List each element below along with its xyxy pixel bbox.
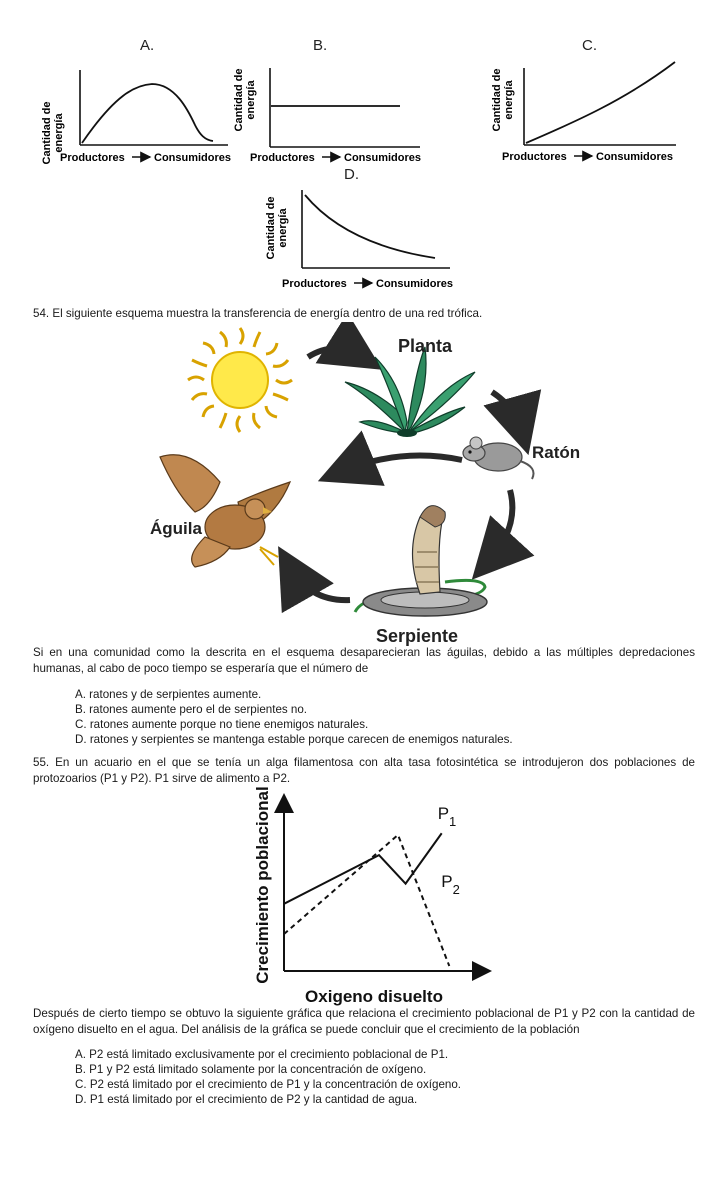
- arrow-snake-to-eagle: [290, 567, 350, 600]
- panel-label-c: C.: [582, 37, 597, 54]
- ylabel-line2: energía: [277, 208, 289, 248]
- panel-label-d: D.: [344, 166, 359, 183]
- series-label-p1: $P_1$: [437, 804, 457, 830]
- q54-option-c[interactable]: C. ratones aumente porque no tiene enemigos naturales.: [75, 718, 369, 731]
- snake-icon: [355, 506, 487, 616]
- q54-option-a[interactable]: A. ratones y de serpientes aumente.: [75, 688, 262, 701]
- label-raton: Ratón: [532, 443, 581, 462]
- mouse-icon: [463, 437, 534, 479]
- q54-stem: 54. El siguiente esquema muestra la transferencia de energía dentro de una red trófica.: [33, 307, 483, 320]
- x-axis-label: Oxigeno disuelto: [305, 987, 443, 1006]
- curve-increasing: [526, 62, 675, 143]
- series-label-p2: $P_2$: [441, 872, 460, 897]
- series-line-p2: [284, 835, 449, 966]
- ylabel-line2: energía: [53, 113, 65, 153]
- panel-label-b: B.: [313, 37, 328, 54]
- xlabel-left: Productores: [60, 152, 125, 164]
- y-axis-label: Crecimiento poblacional: [253, 786, 272, 984]
- q54-option-b[interactable]: B. ratones aumente pero el de serpientes no.: [75, 703, 308, 716]
- arrow-mouse-to-snake: [488, 490, 512, 562]
- ylabel-line2: energía: [503, 80, 515, 120]
- ylabel-line1: Cantidad de: [491, 68, 503, 132]
- panel-label-a: A.: [140, 37, 155, 54]
- q55-stem: 55. En un acuario en el que se tenía un alga filamentosa con alta tasa fotosintética se introdujeron dos poblaciones de protozoarios (P1 y P2). P1 sirve de alimento a P2.: [33, 756, 695, 785]
- xlabel-right: Consumidores: [596, 151, 674, 163]
- q55-question: Después de cierto tiempo se obtuvo la siguiente gráfica que relaciona el crecimiento poblacional de P1 y P2 con la cantidad de oxígeno disuelto en el agua. Del análisis de la gráfica se puede concluir que el crecimiento de la población: [33, 1007, 695, 1036]
- energy-graph-b: [233, 37, 421, 164]
- q54-question: Si en una comunidad como la descrita en el esquema desaparecieran las águilas, debido a las múltiples depredaciones humanas, al cabo de poco tiempo se esperaría que el número de: [33, 646, 695, 675]
- q54-option-d[interactable]: D. ratones y serpientes se mantenga estable porque carecen de enemigos naturales.: [75, 733, 513, 746]
- energy-graph-d: [265, 166, 453, 290]
- energy-graphs-figure: [0, 0, 728, 300]
- xlabel-right: Consumidores: [376, 278, 454, 290]
- label-planta: Planta: [398, 336, 453, 356]
- series-line-p1: [284, 833, 442, 904]
- ylabel-line1: Cantidad de: [41, 101, 53, 165]
- arrow-sun-to-plant: [308, 349, 362, 358]
- q55-option-c[interactable]: C. P2 está limitado por el crecimiento de P1 y la concentración de oxígeno.: [75, 1078, 462, 1091]
- sun-icon: [188, 328, 292, 432]
- ylabel-line1: Cantidad de: [265, 196, 277, 260]
- growth-chart: [240, 785, 500, 1007]
- arrow-plant-to-mouse: [492, 392, 522, 432]
- plant-icon: [345, 347, 475, 437]
- q55-option-d[interactable]: D. P1 está limitado por el crecimiento de P2 y la cantidad de agua.: [75, 1093, 418, 1106]
- label-serpiente: Serpiente: [376, 626, 459, 646]
- xlabel-right: Consumidores: [344, 152, 422, 164]
- eagle-icon: [160, 455, 290, 567]
- xlabel-left: Productores: [282, 278, 347, 290]
- curve-decreasing: [305, 195, 435, 258]
- q55-option-b[interactable]: B. P1 y P2 está limitado solamente por la concentración de oxígeno.: [75, 1063, 427, 1076]
- ylabel-line1: Cantidad de: [233, 68, 245, 132]
- curve-bell: [82, 84, 213, 143]
- food-web-diagram: [140, 322, 600, 647]
- label-aguila: Águila: [150, 519, 202, 538]
- xlabel-left: Productores: [502, 151, 567, 163]
- ylabel-line2: energía: [245, 80, 257, 120]
- energy-graph-a: [41, 37, 231, 164]
- xlabel-right: Consumidores: [154, 152, 232, 164]
- energy-graph-c: [491, 37, 676, 163]
- xlabel-left: Productores: [250, 152, 315, 164]
- arrow-mouse-to-eagle: [340, 456, 462, 472]
- q55-option-a[interactable]: A. P2 está limitado exclusivamente por el crecimiento poblacional de P1.: [75, 1048, 449, 1061]
